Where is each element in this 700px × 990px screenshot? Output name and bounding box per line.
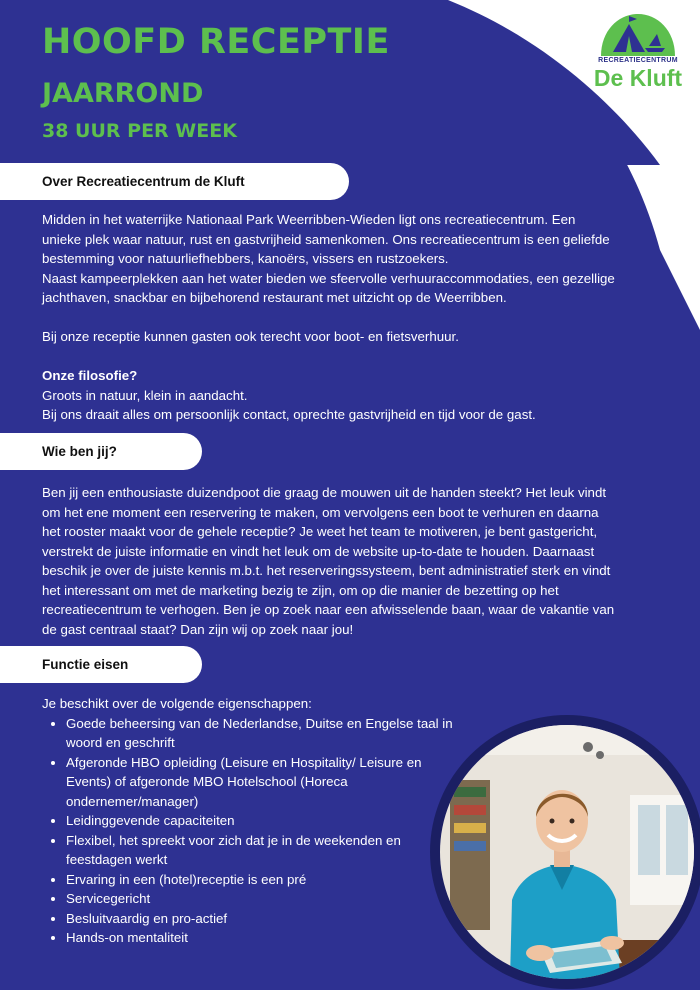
receptionist-photo xyxy=(430,715,700,989)
philosophy-heading: Onze filosofie? xyxy=(42,368,138,383)
requirement-item: • Goede beheersing van de Nederlandse, Duitse en Engelse taal in woord en geschrift xyxy=(66,714,457,753)
requirement-item: • Afgeronde HBO opleiding (Leisure en Hospitality/ Leisure en Events) of afgeronde MBO Hotelschool (Horeca ondernemer/manager) xyxy=(66,753,457,812)
requirement-item: • Besluitvaardig en pro-actief xyxy=(66,909,457,929)
rental-text: Bij onze receptie kunnen gasten ook terecht voor boot- en fietsverhuur. xyxy=(42,329,459,344)
requirements xyxy=(42,694,457,948)
job-period: JAARROND xyxy=(42,78,204,109)
about-text xyxy=(42,210,682,308)
philosophy-line: Groots in natuur, klein in aandacht. xyxy=(42,387,248,403)
who-line: de gast centraal staat? Dan zijn wij op zoek naar jou! xyxy=(42,621,354,637)
about-line: unieke plek waar natuur, rust en gastvrijheid samenkomen. Ons recreatiecentrum is een geliefde xyxy=(42,231,610,247)
section-heading-about: Over Recreatiecentrum de Kluft xyxy=(0,163,349,200)
about-line: jachthaven, snackbar en bijbehorend restaurant met uitzicht op de Weerribben. xyxy=(42,290,507,305)
about-line: bestemming voor natuurliefhebbers, kanoërs, vissers en rustzoekers. xyxy=(42,251,449,266)
who-text xyxy=(42,483,692,639)
who-line: recreatiecentrum te verhogen. Ben je op zoek naar een afwisselende baan, waar de vakantie van xyxy=(42,602,615,617)
philosophy xyxy=(42,366,682,425)
requirement-item: • Leidinggevende capaciteiten xyxy=(66,811,457,831)
requirement-item: • Hands-on mentaliteit xyxy=(66,928,457,948)
requirement-item: • Ervaring in een (hotel)receptie is een pré xyxy=(66,870,457,890)
who-line: het rooster maakt voor de gehele receptie? Je weet het team te motiveren, je bent gastgericht, xyxy=(42,524,598,539)
who-line: om het ene moment een reservering te maken, om vervolgens een boot te verhuren en daarna xyxy=(42,504,599,520)
logo-tagline: RECREATIECENTRUM xyxy=(598,57,678,64)
about-line: Midden in het waterrijke Nationaal Park Weerribben-Wieden ligt ons recreatiecentrum. Een xyxy=(42,212,576,227)
requirements-intro: Je beschikt over de volgende eigenschappen: xyxy=(42,696,312,711)
section-heading-who: Wie ben jij? xyxy=(0,433,202,470)
job-title: HOOFD RECEPTIE xyxy=(42,22,390,62)
philosophy-line: Bij ons draait alles om persoonlijk contact, oprechte gastvrijheid en tijd voor de gast. xyxy=(42,407,536,422)
who-line: verstrekt de juiste informatie en vindt het leuk om de website up-to-date te houden. Daarnaast xyxy=(42,543,595,559)
logo-name: De Kluft xyxy=(593,65,683,91)
about-line: Naast kampeerplekken aan het water bieden we sfeervolle verhuuraccommodaties, een gezellige xyxy=(42,270,615,286)
requirement-item: • Servicegericht xyxy=(66,889,457,909)
receptionist-illustration xyxy=(440,725,694,979)
logo xyxy=(582,12,694,98)
who-line: het interessant om met de marketing bezig te zijn, om op die manier de bezetting op het xyxy=(42,582,559,598)
requirements-list xyxy=(42,714,457,948)
who-line: beschik je over de juiste kennis m.b.t. het reserveringssysteem, bent administratief sterk en vindt xyxy=(42,563,611,578)
section-heading-requirements: Functie eisen xyxy=(0,646,202,683)
tent-icon xyxy=(599,12,677,56)
requirement-item: • Flexibel, het spreekt voor zich dat je in de weekenden en feestdagen werkt xyxy=(66,831,457,870)
who-line: Ben jij een enthousiaste duizendpoot die graag de mouwen uit de handen steekt? Het leuk vindt xyxy=(42,485,607,500)
job-hours: 38 UUR PER WEEK xyxy=(42,120,237,142)
